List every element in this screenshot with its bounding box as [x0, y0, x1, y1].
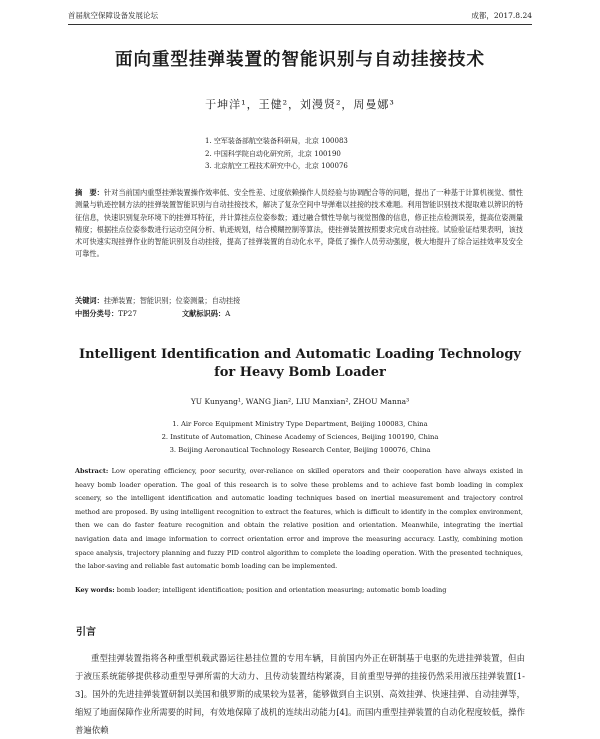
- chinese-abstract-label: 摘 要：: [75, 188, 104, 197]
- chinese-keywords-label: 关键词：: [75, 296, 104, 305]
- english-title-line-2: for Heavy Bomb Loader: [214, 365, 386, 380]
- conference-location-date: 成都，2017.8.24: [471, 11, 532, 20]
- running-header: [68, 10, 532, 25]
- chinese-affiliations: [205, 135, 348, 173]
- classification-line: [75, 309, 523, 319]
- english-authors: YU Kunyang¹, WANG Jian², LIU Manxian², ZHOU Manna³: [190, 397, 410, 406]
- document-code: A: [225, 309, 231, 318]
- chinese-abstract-text: 针对当前国内重型挂弹装置操作效率低、安全性差、过度依赖操作人员经验与协调配合等的问题，提出了一种基于计算机视觉、惯性测量与轨迹控制方法的挂弹装置智能识别与自动挂接技术，解决了复杂空间中导弹难以挂接的技术难题。利用智能识别技术提取难以辨识的特征信息，快速识别复杂环境下的挂弹耳特征，并计算挂点位姿参数；通过融合惯性导航与视觉图像的信息，修正挂点检测误差，提高位姿测量精度；根据挂点位姿参数进行运动空间分析、轨迹规划，结合模糊控制等算法，使挂弹装置按照要求完成自动挂接。试验验证结果表明，该技术可快速实现挂弹作业的智能识别及自动挂接，提高了挂弹装置的自动化水平，降低了操作人员劳动强度，极大地提升了综合运挂效率及安全可靠性。: [75, 188, 523, 259]
- english-abstract-label: Abstract:: [75, 467, 109, 475]
- english-affiliation-3: 3. Beijing Aeronautical Technology Research Center, Beijing 100076, China: [169, 446, 431, 454]
- chinese-authors: 于坤洋¹，王健²，刘漫贤²，周曼娜³: [205, 98, 395, 111]
- chinese-affiliation-1: 1. 空军装备部航空装备科研局，北京 100083: [205, 137, 348, 145]
- english-abstract-text: Low operating efficiency, poor security, over-reliance on skilled operators and their cooperation have always existed in heavy bomb loader operation. The goal of this research is to solve these problems and to achieve fast bomb loading in complex scenery, so the intelligent identification and automatic loading techniques based on inertial measurement and trajectory control method are proposed. By using intelligent recognition to extract the features, which is difficult to identify in the complex environment, then we can do faster feature recognition and obtain the relative position and orientation. Meanwhile, integrating the inertial navigation data and image information to correct orientation error and improve the measuring accuracy. Lastly, combining motion space analysis, trajectory planning and fuzzy PID control algorithm to complete the loading operation. With the presented techniques, the labor-saving and reliable fast automatic bomb loading can be implemented.: [75, 467, 523, 571]
- english-affiliation-1: 1. Air Force Equipment Ministry Type Department, Beijing 100083, China: [172, 420, 428, 428]
- english-title-line-1: Intelligent Identification and Automatic Loading Technology: [79, 347, 521, 362]
- chinese-keywords: [75, 296, 523, 306]
- english-keywords-text: bomb loader; intelligent identification; position and orientation measuring; automatic bomb loading: [116, 586, 447, 594]
- chinese-affiliation-2: 2. 中国科学院自动化研究所，北京 100190: [205, 149, 341, 158]
- english-abstract: [75, 465, 523, 574]
- chinese-title: 面向重型挂弹装置的智能识别与自动挂接技术: [115, 50, 485, 70]
- document-code-label: 文献标识码：: [181, 309, 226, 318]
- chinese-keywords-text: 挂弹装置；智能识别；位姿测量；自动挂接: [103, 296, 241, 305]
- chinese-abstract: [75, 187, 523, 261]
- class-number-label: 中图分类号：: [75, 309, 119, 318]
- english-affiliation-2: 2. Institute of Automation, Chinese Academy of Sciences, Beijing 100190, China: [161, 433, 439, 441]
- english-keywords: [75, 586, 523, 594]
- class-number: TP27: [118, 309, 137, 318]
- english-title: [0, 346, 600, 382]
- journal-name: 首届航空保障设备发展论坛: [68, 11, 158, 20]
- english-affiliations: [0, 418, 600, 457]
- introduction-paragraph: 重型挂弹装置指将各种重型机载武器运往悬挂位置的专用车辆，目前国内外正在研制基于电驱的先进挂弹装置，但由于液压系统能够提供移动重型导弹所需的大动力、且传动装置结构紧凑，目前重型导弹的挂接仍然采用液压挂弹装置[1-3]。国外的先进挂弹装置研制以美国和俄罗斯的成果较为显著，能够做到自主识别、高效挂弹、快速挂弹、自动挂弹等，缩短了地面保障作业所需要的时间，有效地保障了战机的连续出动能力[4]。而国内重型挂弹装置的自动化程度较低，操作普遍依赖: [75, 653, 525, 735]
- english-keywords-label: Key words:: [75, 586, 115, 594]
- chinese-affiliation-3: 3. 北京航空工程技术研究中心，北京 100076: [205, 162, 348, 170]
- introduction-heading: 引言: [76, 627, 96, 638]
